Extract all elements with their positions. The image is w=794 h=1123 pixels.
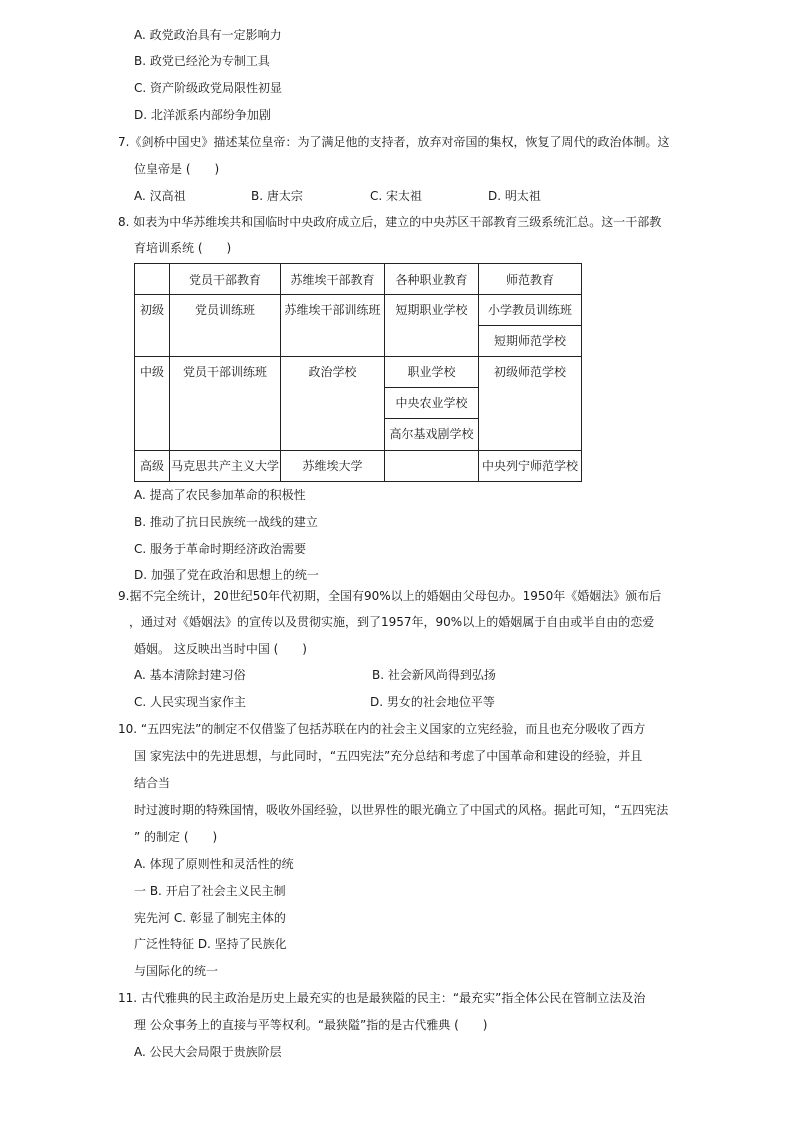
q7-option-c: C. 宋太祖 [370,189,423,203]
q9-option-d: D. 男女的社会地位平等 [370,695,495,709]
table-cell-soviet [281,451,385,482]
q8-education-table [134,263,582,482]
q9-option-c: C. 人民实现当家作主 [134,695,247,709]
cell-text: 中级 [139,365,164,379]
table-cell-level [135,295,170,357]
cell-text: 初级师范学校 [493,365,566,379]
q6-option-d: D. 北洋派系内部纷争加剧 [134,108,271,122]
q10-stem-line3: 结合当 [134,776,171,790]
q10-stem-line2: 国 家宪法中的先进思想，与此同时，“五四宪法”充分总结和考虑了中国革命和建设的经验，并且 [134,749,643,763]
cell-text: 苏维埃大学 [302,459,363,473]
cell-text: 马克思共产主义大学 [170,459,279,473]
table-cell-normal [479,295,582,357]
q9-stem-line2: ，通过对《婚姻法》的宣传以及贯彻实施，到了1957年，90%以上的婚姻属于自由或半自由的恋爱 [129,615,655,629]
q9-stem-line1: 9.据不完全统计，20世纪50年代初期，全国有90%以上的婚姻由父母包办。1950年《婚姻法》颁布后 [118,589,662,603]
table-cell-vocational [385,357,479,451]
q9-stem-line3: 婚姻。 这反映出当时中国 ( ) [134,642,307,656]
table-cell-party [170,451,281,482]
q7-option-d: D. 明太祖 [488,189,541,203]
table-cell-vocational [385,451,479,482]
q8-option-c: C. 服务于革命时期经济政治需要 [134,542,307,556]
q6-option-a: A. 政党政治具有一定影响力 [134,28,282,42]
table-cell-level [135,357,170,451]
q6-option-b: B. 政党已经沦为专制工具 [134,54,270,68]
q10-stem-line4: 时过渡时期的特殊国情，吸收外国经验，以世界性的眼光确立了中国式的风格。据此可知，“五四宪法 [134,803,669,817]
table-header-party: 党员干部教育 [170,264,281,295]
q7-option-a: A. 汉高祖 [134,189,186,203]
table-cell-soviet [281,295,385,357]
q11-stem-line1: 11. 古代雅典的民主政治是历史上最充实的也是最狭隘的民主：“最充实”指全体公民在管制立法及治 [118,991,646,1005]
cell-text: 中央农业学校 [385,387,478,418]
q8-stem-line1: 8. 如表为中华苏维埃共和国临时中央政府成立后，建立的中央苏区干部教育三级系统汇总。这一干部教 [118,215,662,229]
cell-text: 中央列宁师范学校 [481,459,578,473]
cell-text [385,451,478,481]
table-header-normal: 师范教育 [479,264,582,295]
table-cell-level [135,451,170,482]
table-row [135,451,582,482]
cell-text: 高尔基戏剧学校 [385,418,478,449]
q8-option-b: B. 推动了抗日民族统一战线的建立 [134,515,318,529]
table-header-row [135,264,582,295]
table-cell-soviet [281,357,385,451]
q10-options-line2: 一 B. 开启了社会主义民主制 [134,884,286,898]
table-cell-normal [479,451,582,482]
q11-option-a: A. 公民大会局限于贵族阶层 [134,1045,282,1059]
q7-stem-line2: 位皇帝是 ( ) [134,162,220,176]
cell-text: 政治学校 [308,365,357,379]
q10-options-line5: 与国际化的统一 [134,964,219,978]
q7-option-b: B. 唐太宗 [251,189,303,203]
q7-stem-line1: 7.《剑桥中国史》描述某位皇帝：为了满足他的支持者，放弃对帝国的集权，恢复了周代的政治体制。这 [118,135,670,149]
table-cell-party [170,357,281,451]
q10-options-line3: 宪先河 C. 彰显了制宪主体的 [134,911,286,925]
q8-option-a: A. 提高了农民参加革命的积极性 [134,488,306,502]
table-cell-party [170,295,281,357]
cell-text: 党员训练班 [194,303,255,317]
cell-text: 党员干部训练班 [182,365,267,379]
q8-option-d: D. 加强了党在政治和思想上的统一 [134,568,319,582]
q8-stem-line2: 育培训系统 ( ) [134,241,232,255]
table-header-vocational: 各种职业教育 [385,264,479,295]
cell-text: 初级 [139,303,164,317]
cell-text: 短期师范学校 [479,325,581,356]
q9-option-a: A. 基本清除封建习俗 [134,668,246,682]
cell-text: 小学教员训练班 [487,303,572,317]
q10-stem-line1: 10. “五四宪法”的制定不仅借鉴了包括苏联在内的社会主义国家的立宪经验，而且也充分吸收了西方 [118,722,646,736]
table-cell-vocational [385,295,479,357]
table-header-soviet: 苏维埃干部教育 [281,264,385,295]
q6-option-c: C. 资产阶级政党局限性初显 [134,81,283,95]
cell-text: 高级 [139,459,164,473]
q10-options-line4: 广泛性特征 D. 坚持了民族化 [134,937,287,951]
q10-options-line1: A. 体现了原则性和灵活性的统 [134,857,294,871]
q9-option-b: B. 社会新风尚得到弘扬 [372,668,496,682]
cell-text: 职业学校 [407,365,456,379]
cell-text: 短期职业学校 [395,303,468,317]
table-header-corner [135,264,170,295]
cell-text: 苏维埃干部训练班 [284,303,381,317]
table-row [135,357,582,451]
q11-stem-line2: 理 公众事务上的直接与平等权利。“最狭隘”指的是古代雅典 ( ) [134,1018,488,1032]
table-row [135,295,582,357]
table-cell-normal [479,357,582,451]
q10-stem-line5: ” 的制定 ( ) [134,830,218,844]
